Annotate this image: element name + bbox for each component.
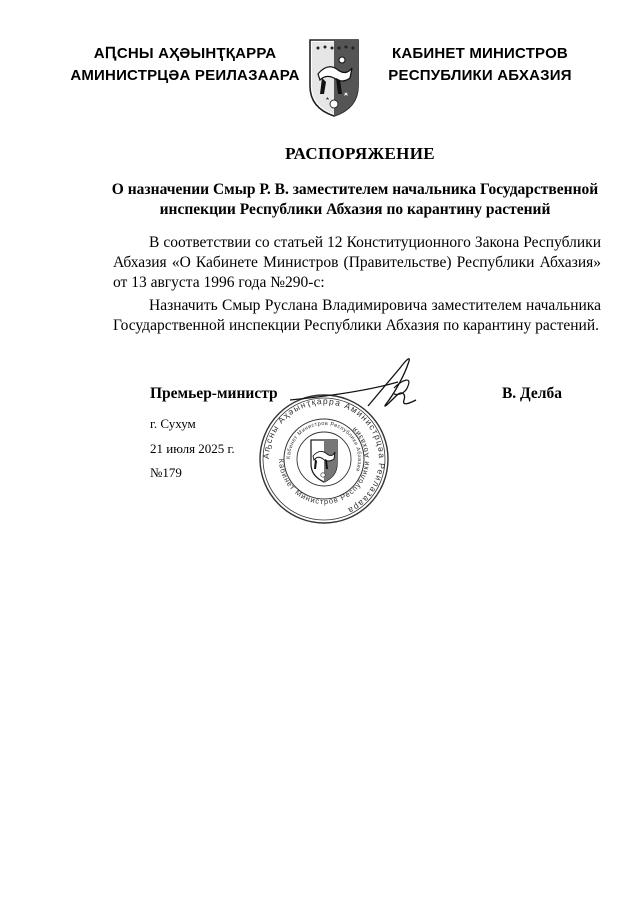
seal-inner-text: Кабинет Министров Республики Абхазия — [285, 420, 363, 473]
document-number: №179 — [150, 465, 182, 480]
header-left-line1: АԤСНЫ АҲӘЫНҬҚАРРА — [93, 45, 277, 62]
header-right-line2: РЕСПУБЛИКИ АБХАЗИЯ — [388, 67, 572, 84]
paragraph-appointment: Назначить Смыр Руслана Владимировича заместителем начальника Государственной инспекции Республики Абхазия по карантину растений. — [113, 297, 601, 334]
subject-line1: О назначении Смыр Р. В. заместителем начальника Государственной — [111, 181, 599, 198]
document-date: 21 июля 2025 г. — [150, 441, 235, 456]
subject-line2: инспекции Республики Абхазия по карантину растений — [159, 201, 551, 218]
document-title: РАСПОРЯЖЕНИЕ — [285, 144, 435, 163]
seal-outer-text-ru: Кабинет Министров Республики Абхазия — [276, 424, 372, 507]
handwritten-signature-icon — [290, 350, 440, 425]
abkhazia-coat-of-arms-icon — [308, 38, 360, 118]
header-left-line2: АМИНИСТРЦӘА РЕИЛАЗААРА — [70, 67, 300, 84]
header-right — [370, 43, 590, 87]
paragraph-legal-basis: В соответствии со статьей 12 Конституционного Закона Республики Абхазия «О Кабинете Министров (Правительстве) Республики Абхазия» от 13 августа 1996 года №290-с: — [113, 234, 601, 291]
seal-emblem-icon — [311, 440, 337, 482]
header-right-line1: КАБИНЕТ МИНИСТРОВ — [392, 45, 568, 62]
document-place: г. Сухум — [150, 416, 196, 431]
document-subject — [110, 180, 600, 220]
seal-outer-text-ab: Аҧсны Аҳәынҭқарра Аминистрцәа Реилазаара — [260, 395, 388, 517]
signer-position: Премьер-министр — [150, 385, 278, 402]
signer-name: В. Делба — [501, 385, 562, 402]
header-left — [70, 43, 300, 87]
